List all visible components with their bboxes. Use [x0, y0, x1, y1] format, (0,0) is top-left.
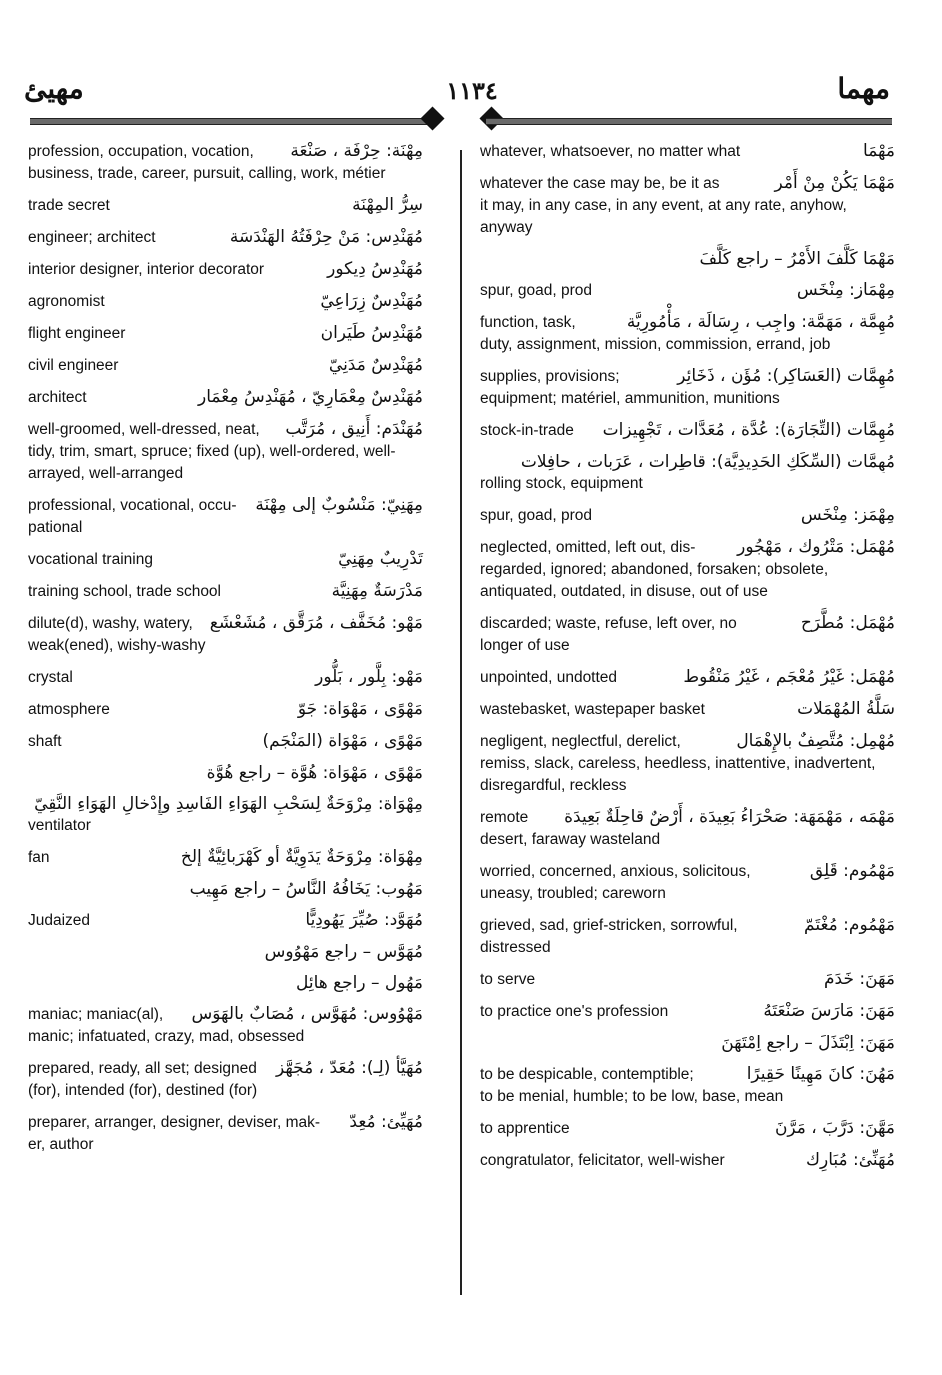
arabic-headword: مَهْو: بِلَّور ، بَلُّور: [315, 667, 423, 687]
english-gloss: civil engineer: [28, 357, 119, 374]
english-gloss: whatever the case may be, be it as: [480, 175, 720, 192]
dictionary-entry: [28, 1057, 423, 1102]
dictionary-entry: [28, 941, 423, 963]
arabic-headword: مَهُنَ: كانَ مَهِينًا حَقِيرًا: [746, 1064, 895, 1084]
arabic-headword: مُهَيَّأ (لِـ): مُعَدّ ، مُجَهَّز: [275, 1058, 423, 1078]
arabic-headword: مُهَنْدِسُ طَيَران: [320, 323, 423, 343]
english-gloss-continued: (for), intended (for), destined (for): [28, 1082, 258, 1099]
arabic-headword: مَهْمَا كَلَّفَ الأَمْرُ – راجع كَلَّفَ: [699, 249, 895, 269]
dictionary-entry: [480, 1032, 895, 1054]
english-gloss-continued: business, trade, career, pursuit, calling, work, métier: [28, 165, 386, 182]
english-gloss: to serve: [480, 971, 536, 988]
guide-word-right: مهما: [837, 72, 890, 105]
english-gloss: stock-in-trade: [480, 422, 574, 439]
arabic-headword: مَهَنَ: خَدَمَ: [824, 969, 895, 989]
english-gloss-continued: remiss, slack, careless, heedless, inattentive, inadvertent, disregardful, reckless: [480, 755, 876, 794]
arabic-headword: مُهَنْدِسٌ زِرَاعِيّ: [320, 291, 423, 311]
arabic-headword: سَلَّةُ المُهْمَلات: [797, 699, 895, 719]
entry-head: [480, 968, 895, 991]
dictionary-entry: [480, 806, 895, 851]
dictionary-entry: [480, 914, 895, 959]
entry-head: [480, 311, 895, 334]
entry-head: [28, 698, 423, 721]
english-gloss: well-groomed, well-dressed, neat,: [28, 421, 260, 438]
entry-head: [28, 730, 423, 753]
arabic-headword: مِهْمَز: مِنْخَس: [800, 505, 895, 525]
entry-head: [28, 418, 423, 441]
arabic-headword: مُهَنْدِسُ دِيكور: [327, 259, 423, 279]
english-gloss: profession, occupation, vocation,: [28, 143, 254, 160]
dictionary-entry: [28, 386, 423, 409]
arabic-headword: مِهْنَة: حِرْفَة ، صَنْعَة: [290, 141, 423, 161]
entry-head: [28, 612, 423, 635]
entry-head: [480, 698, 895, 721]
english-gloss: Judaized: [28, 912, 91, 929]
english-gloss: spur, goad, prod: [480, 507, 593, 524]
english-gloss-continued: distressed: [480, 939, 551, 956]
english-gloss: to practice one's profession: [480, 1003, 669, 1020]
english-gloss-continued: it may, in any case, in any event, at any rate, anyhow, anyway: [480, 197, 847, 236]
entry-head: [28, 290, 423, 313]
english-gloss-continued: manic; infatuated, crazy, mad, obsessed: [28, 1028, 305, 1045]
dictionary-entry: [480, 419, 895, 442]
english-gloss: neglected, omitted, left out, dis-: [480, 539, 696, 556]
dictionary-entry: [28, 548, 423, 571]
arabic-headword: مُهَنْدَم: أَنِيق ، مُرَتَّب: [285, 419, 423, 439]
english-gloss: prepared, ready, all set; designed: [28, 1060, 257, 1077]
entry-head: [480, 806, 895, 829]
page-number: ١١٣٤: [446, 76, 498, 105]
dictionary-entry: [480, 172, 895, 239]
entry-head: [480, 612, 895, 635]
english-gloss: spur, goad, prod: [480, 282, 593, 299]
english-gloss: negligent, neglectful, derelict,: [480, 733, 681, 750]
arabic-headword: مَهْوًى ، مَهْوَاة (المَنْجَم): [262, 731, 423, 751]
arabic-headword: سِرُّ المِهْنَة: [352, 195, 423, 215]
arabic-headword: مَهُوب: يَخَافُهُ النَّاسُ – راجع مَهِيب: [189, 879, 423, 899]
english-gloss: vocational training: [28, 551, 153, 568]
dictionary-entry: [28, 580, 423, 603]
dictionary-entry: [28, 140, 423, 185]
english-gloss-continued: ventilator: [28, 817, 91, 834]
arabic-headword: مُهِمَّة ، مَهَمَّة: واجِب ، رِسَالَة ، مَأْمُورِيَّة: [626, 312, 895, 332]
english-gloss: whatever, whatsoever, no matter what: [480, 143, 741, 160]
dictionary-entry: [480, 1149, 895, 1172]
dictionary-entry: [480, 248, 895, 270]
entry-head: [480, 504, 895, 527]
dictionary-entry: [28, 846, 423, 869]
entry-head: [28, 1003, 423, 1026]
dictionary-entry: [480, 730, 895, 797]
arabic-headword: مُهَيِّئ: مُعِدّ: [349, 1112, 423, 1132]
arabic-headword: مَهْمُوم: مُغْتَمّ: [804, 915, 895, 935]
dictionary-entry: [28, 494, 423, 539]
guide-word-left: مهيئ: [24, 72, 84, 105]
entry-head: [28, 194, 423, 217]
english-gloss: crystal: [28, 669, 73, 686]
dictionary-entry: [28, 666, 423, 689]
dictionary-entry: [480, 536, 895, 603]
arabic-headword: مُهْمِل: مُتَّصِفٌ بالإِهْمَال: [736, 731, 895, 751]
english-gloss: grieved, sad, grief-stricken, sorrowful,: [480, 917, 738, 934]
arabic-headword: مَهْمَه ، مَهْمَهَة: صَحْرَاءُ بَعِيدَة ، أَرْضٌ قاحِلَةٌ بَعِيدَة: [564, 807, 895, 827]
dictionary-entry: [480, 365, 895, 410]
arabic-headword: مَهْوًى ، مَهْوَاة: هُوَّة – راجع هُوَّة: [206, 763, 423, 783]
arabic-headword: مَهْمَا: [863, 141, 895, 161]
english-gloss: flight engineer: [28, 325, 126, 342]
arabic-headword: مَدْرَسَةٌ مِهَنِيَّة: [331, 581, 423, 601]
dictionary-entry: [480, 1000, 895, 1023]
english-gloss-continued: to be menial, humble; to be low, base, mean: [480, 1088, 784, 1105]
entry-head: [28, 354, 423, 377]
column-divider: [460, 150, 462, 1295]
dictionary-entry: [480, 612, 895, 657]
entry-head: [28, 226, 423, 249]
entry-head: [28, 258, 423, 281]
entry-head: [480, 172, 895, 195]
dictionary-entry: [28, 730, 423, 753]
dictionary-entry: [28, 909, 423, 932]
arabic-headword: مَهَنَ: مَارَسَ صَنْعَتَهُ: [763, 1001, 895, 1021]
english-gloss: unpointed, undotted: [480, 669, 618, 686]
entry-head: [480, 914, 895, 937]
arabic-headword: مُهْمَل: مُطَّرَح: [800, 613, 895, 633]
arabic-headword: مَهْو: مُخَفَّف ، مُرَقَّق ، مُشَعْشَع: [209, 613, 423, 633]
english-gloss: maniac; maniac(al),: [28, 1006, 164, 1023]
english-gloss-continued: tidy, trim, smart, spruce; fixed (up), well-ordered, well-arrayed, well-arranged: [28, 443, 396, 482]
entry-head: [480, 536, 895, 559]
english-gloss: supplies, provisions;: [480, 368, 620, 385]
english-gloss: preparer, arranger, designer, deviser, mak-: [28, 1114, 321, 1131]
arabic-headword: مُهِمَّات (السِّكَكِ الحَدِيدِيَّة): قاطِرات ، عَرَبات ، حافِلات: [520, 452, 895, 472]
entry-head: [480, 1117, 895, 1140]
english-gloss: engineer; architect: [28, 229, 156, 246]
english-gloss: to be despicable, contemptible;: [480, 1066, 694, 1083]
dictionary-entry: [28, 418, 423, 485]
arabic-headword: مُهَنْدِسٌ مِعْمَارِيّ ، مُهَنْدِسُ مِعْمَار: [198, 387, 423, 407]
entry-head: [480, 419, 895, 442]
dictionary-entry: [480, 666, 895, 689]
arabic-headword: مِهْمَاز: مِنْخَس: [796, 280, 895, 300]
entry-head: [480, 365, 895, 388]
english-gloss: fan: [28, 849, 50, 866]
english-gloss: architect: [28, 389, 87, 406]
header-rule-left: [30, 118, 430, 125]
dictionary-entry: [480, 279, 895, 302]
dictionary-entry: [480, 504, 895, 527]
entry-head: [28, 666, 423, 689]
english-gloss: congratulator, felicitator, well-wisher: [480, 1152, 725, 1169]
dictionary-entry: [28, 290, 423, 313]
english-gloss: to apprentice: [480, 1120, 570, 1137]
entry-head: [480, 1000, 895, 1023]
arabic-headword: مَهَّنَ: دَرَّبَ ، مَرَّنَ: [774, 1118, 895, 1138]
entry-head: [28, 580, 423, 603]
arabic-headword: مِهَنِيّ: مَنْسُوبٌ إلى مِهْنَة: [255, 495, 423, 515]
english-gloss: shaft: [28, 733, 62, 750]
english-gloss: discarded; waste, refuse, left over, no: [480, 615, 737, 632]
left-column: [28, 140, 423, 1165]
arabic-headword: مُهْمَل: مَتْرُوك ، مَهْجُور: [737, 537, 895, 557]
entry-head: [480, 1149, 895, 1172]
english-gloss-continued: rolling stock, equipment: [480, 475, 643, 492]
arabic-headword: مَهْوُوس: مُهَوَّس ، مُصَابٌ بالهَوَس: [191, 1004, 423, 1024]
english-gloss: agronomist: [28, 293, 105, 310]
english-gloss-continued: duty, assignment, mission, commission, errand, job: [480, 336, 831, 353]
arabic-headword: مُهَوَّس – راجع مَهْوُوس: [264, 942, 423, 962]
entry-head: [480, 666, 895, 689]
entry-head: [28, 548, 423, 571]
arabic-headword: مَهْمَا يَكُنْ مِنْ أَمْر: [774, 173, 895, 193]
dictionary-entry: [480, 698, 895, 721]
dictionary-entry: [28, 762, 423, 784]
entry-head: [28, 140, 423, 163]
english-gloss: training school, trade school: [28, 583, 222, 600]
right-column: [480, 140, 895, 1181]
english-gloss: function, task,: [480, 314, 576, 331]
entry-head: [28, 846, 423, 869]
arabic-headword: مَهْوًى ، مَهْوَاة: جَوّ: [297, 699, 423, 719]
dictionary-entry: [480, 968, 895, 991]
arabic-headword: مَهْمُوم: قَلِق: [809, 861, 895, 881]
entry-head: [28, 386, 423, 409]
entry-head: [480, 140, 895, 163]
dictionary-entry: [480, 1063, 895, 1108]
dictionary-entry: [480, 1117, 895, 1140]
dictionary-entry: [480, 860, 895, 905]
entry-head: [28, 1111, 423, 1134]
english-gloss-continued: er, author: [28, 1136, 94, 1153]
arabic-headword: تَدْرِيبٌ مِهَنِيّ: [338, 549, 423, 569]
dictionary-entry: [480, 451, 895, 495]
english-gloss-continued: equipment; matériel, ammunition, munitions: [480, 390, 780, 407]
dictionary-entry: [28, 698, 423, 721]
english-gloss: atmosphere: [28, 701, 110, 718]
arabic-headword: مُهْمَل: غَيْرُ مُعْجَم ، غَيْرُ مَنْقُوط: [683, 667, 895, 687]
entry-head: [480, 279, 895, 302]
dictionary-entry: [28, 1003, 423, 1048]
english-gloss-continued: regarded, ignored; abandoned, forsaken; obsolete, antiquated, outdated, in disuse, out of use: [480, 561, 829, 600]
entry-head: [480, 730, 895, 753]
arabic-headword: مَهَنَ: اِبْتَذَلَ – راجع اِمْتَهَنَ: [721, 1033, 895, 1053]
dictionary-entry: [28, 612, 423, 657]
english-gloss: dilute(d), washy, watery,: [28, 615, 193, 632]
english-gloss-continued: desert, faraway wasteland: [480, 831, 661, 848]
dictionary-entry: [28, 793, 423, 837]
english-gloss: interior designer, interior decorator: [28, 261, 265, 278]
dictionary-entry: [28, 322, 423, 345]
english-gloss-continued: longer of use: [480, 637, 570, 654]
arabic-headword: مُهَنْدِسٌ مَدَنِيّ: [328, 355, 423, 375]
entry-head: [28, 909, 423, 932]
dictionary-entry: [480, 140, 895, 163]
arabic-headword: مُهَنْدِس: مَنْ حِرْفَتُهُ الهَنْدَسَة: [229, 227, 423, 247]
dictionary-entry: [28, 354, 423, 377]
entry-head: [28, 1057, 423, 1080]
english-gloss: wastebasket, wastepaper basket: [480, 701, 705, 718]
entry-head: [28, 494, 423, 517]
english-gloss: trade secret: [28, 197, 110, 214]
entry-head: [28, 322, 423, 345]
arabic-headword: مُهِمَّات (التِّجَارَة): عُدَّة ، مُعَدَّات ، تَجْهِيزات: [602, 420, 895, 440]
arabic-headword: مَهُول – راجع هائِل: [295, 973, 423, 993]
english-gloss-continued: weak(ened), wishy-washy: [28, 637, 206, 654]
arabic-headword: مِهْوَاة: مِرْوَحَةٌ يَدَوِيَّةٌ أو كَهْرَبائِيَّةٌ إلخ: [180, 847, 423, 867]
header-rule-right: [486, 118, 892, 125]
english-gloss: worried, concerned, anxious, solicitous,: [480, 863, 751, 880]
arabic-headword: مُهَنِّئ: مُبَارِك: [805, 1150, 895, 1170]
english-gloss-continued: pational: [28, 519, 83, 536]
entry-head: [480, 1063, 895, 1086]
header-diamond-left: [420, 106, 444, 130]
entry-head: [480, 860, 895, 883]
dictionary-entry: [28, 878, 423, 900]
dictionary-entry: [28, 226, 423, 249]
page-header: [0, 0, 942, 130]
dictionary-entry: [28, 1111, 423, 1156]
arabic-headword: مُهِمَّات (العَسَاكِر): مُؤَن ، ذَخَائِر: [677, 366, 895, 386]
english-gloss-continued: uneasy, troubled; careworn: [480, 885, 666, 902]
dictionary-entry: [28, 972, 423, 994]
dictionary-entry: [480, 311, 895, 356]
dictionary-entry: [28, 194, 423, 217]
arabic-headword: مُهَوَّد: صُيِّرَ يَهُودِيًّا: [305, 910, 423, 930]
arabic-headword: مِهْوَاة: مِرْوَحَةٌ لِسَحْبِ الهَوَاءِ الفَاسِدِ وإِدْخالِ الهَوَاءِ النَّقِيّ: [34, 794, 423, 814]
english-gloss: professional, vocational, occu-: [28, 497, 237, 514]
english-gloss: remote: [480, 809, 529, 826]
dictionary-entry: [28, 258, 423, 281]
